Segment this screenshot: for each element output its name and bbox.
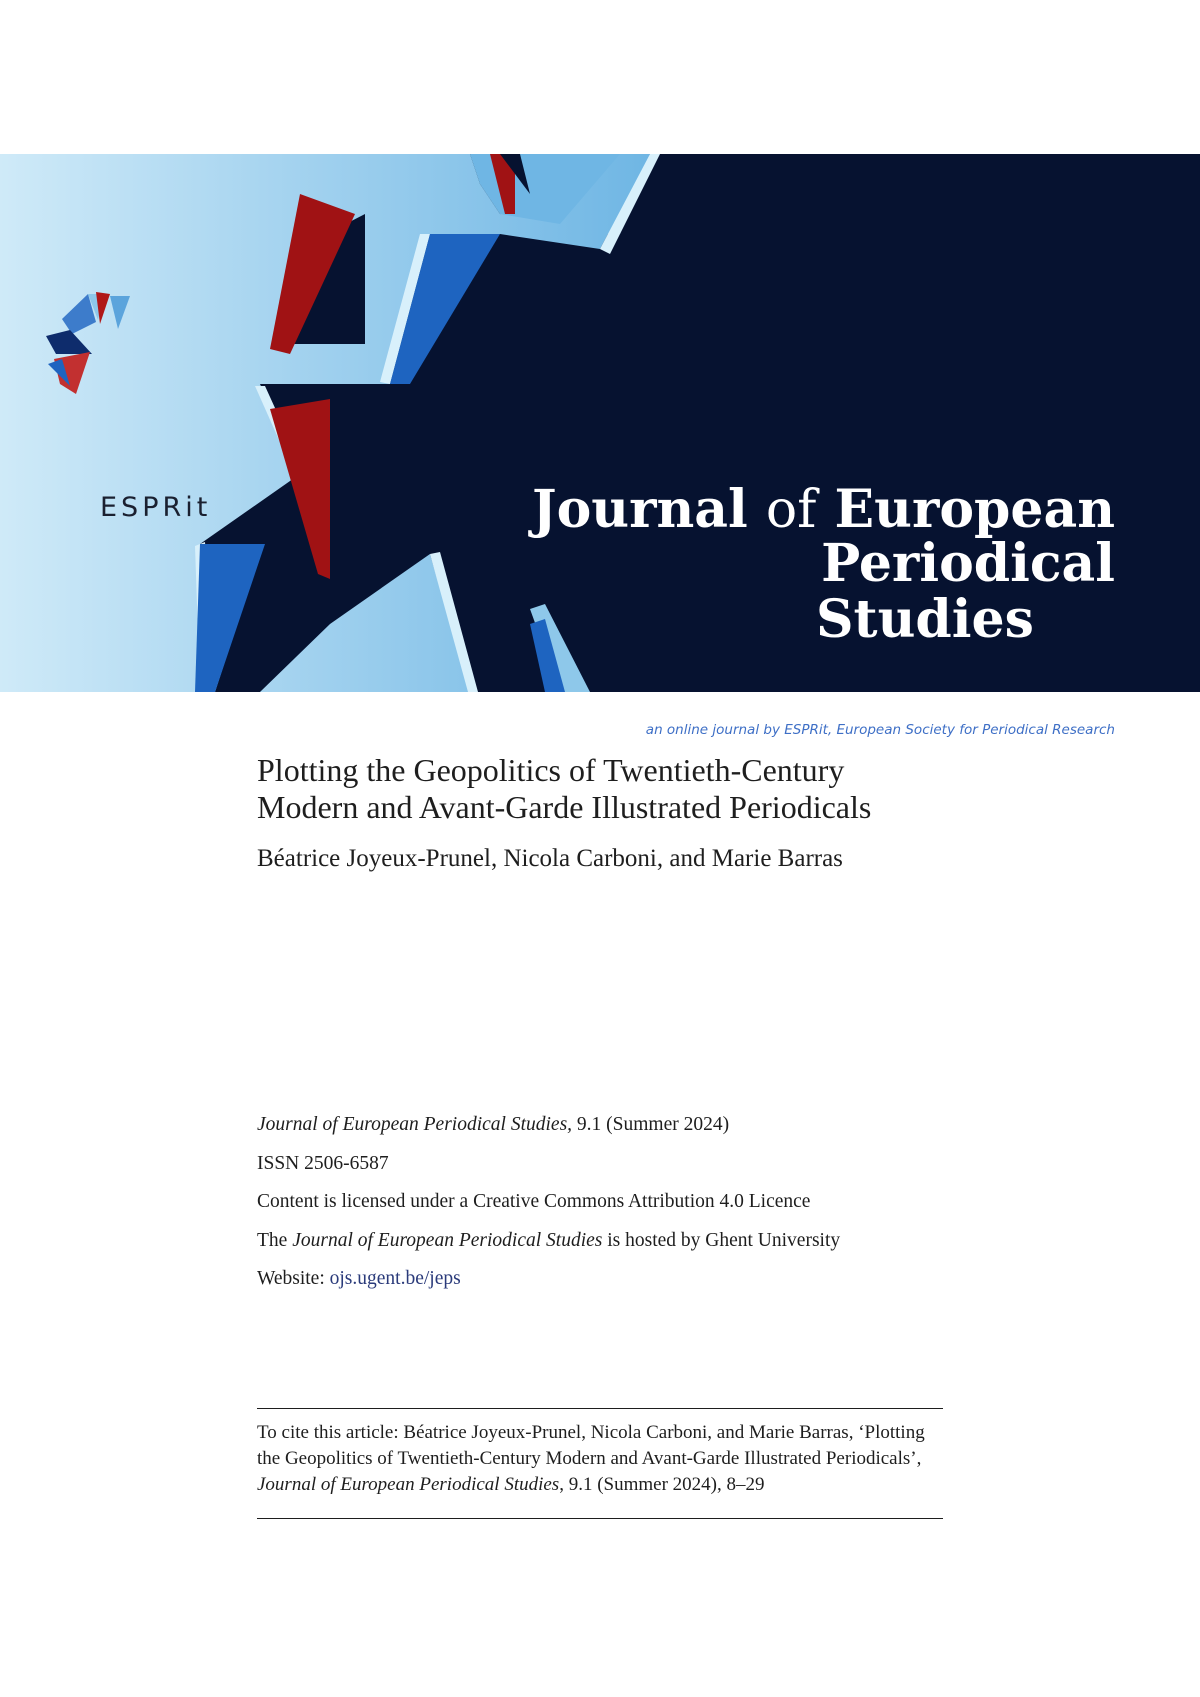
citation-block [257,1420,943,1498]
website-line [257,1267,461,1291]
journal-title-line-1 [532,479,1115,540]
article-title-line-1: Plotting the Geopolitics of Twentieth-Century [257,752,845,788]
journal-title-line-2: Periodical [821,533,1115,594]
journal-title-word-journal: Journal [532,479,748,540]
citation-line-3: , 9.1 (Summer 2024), 8–29 [559,1474,765,1495]
citation-top-rule [257,1408,943,1409]
website-label: Website: [257,1268,330,1289]
journal-name: Journal of European Periodical Studies, [257,1114,573,1135]
hosting-journal-name: Journal of European Periodical Studies [292,1230,603,1251]
hosting-statement [257,1229,840,1253]
esprit-logo-text: ESPRit [100,492,212,523]
website-link[interactable]: ojs.ugent.be/jeps [329,1268,461,1289]
journal-banner [0,154,1200,738]
journal-issue [257,1113,729,1137]
citation-line-1: To cite this article: Béatrice Joyeux-Prunel, Nicola Carboni, and Marie Barras, ‘Plotting [257,1422,925,1443]
citation-bottom-rule [257,1518,943,1519]
citation-line-2: the Geopolitics of Twentieth-Century Modern and Avant-Garde Illustrated Periodicals’, [257,1448,922,1469]
article-title-line-2: Modern and Avant-Garde Illustrated Periodicals [257,789,872,825]
hosting-prefix: The [257,1230,293,1251]
article-authors: Béatrice Joyeux-Prunel, Nicola Carboni, and Marie Barras [257,845,843,872]
issue-number: 9.1 (Summer 2024) [572,1114,730,1135]
license-statement: Content is licensed under a Creative Commons Attribution 4.0 Licence [257,1191,811,1212]
journal-title-word-of: of [765,480,817,540]
journal-title-line-3: Studies [816,589,1034,650]
journal-tagline: an online journal by ESPRit, European Society for Periodical Research [645,722,1115,738]
article-title [257,752,943,826]
hosting-suffix: is hosted by Ghent University [602,1230,841,1251]
citation-journal-name: Journal of European Periodical Studies [257,1474,560,1495]
journal-title-word-european: European [834,479,1115,540]
issn: ISSN 2506-6587 [257,1153,389,1174]
